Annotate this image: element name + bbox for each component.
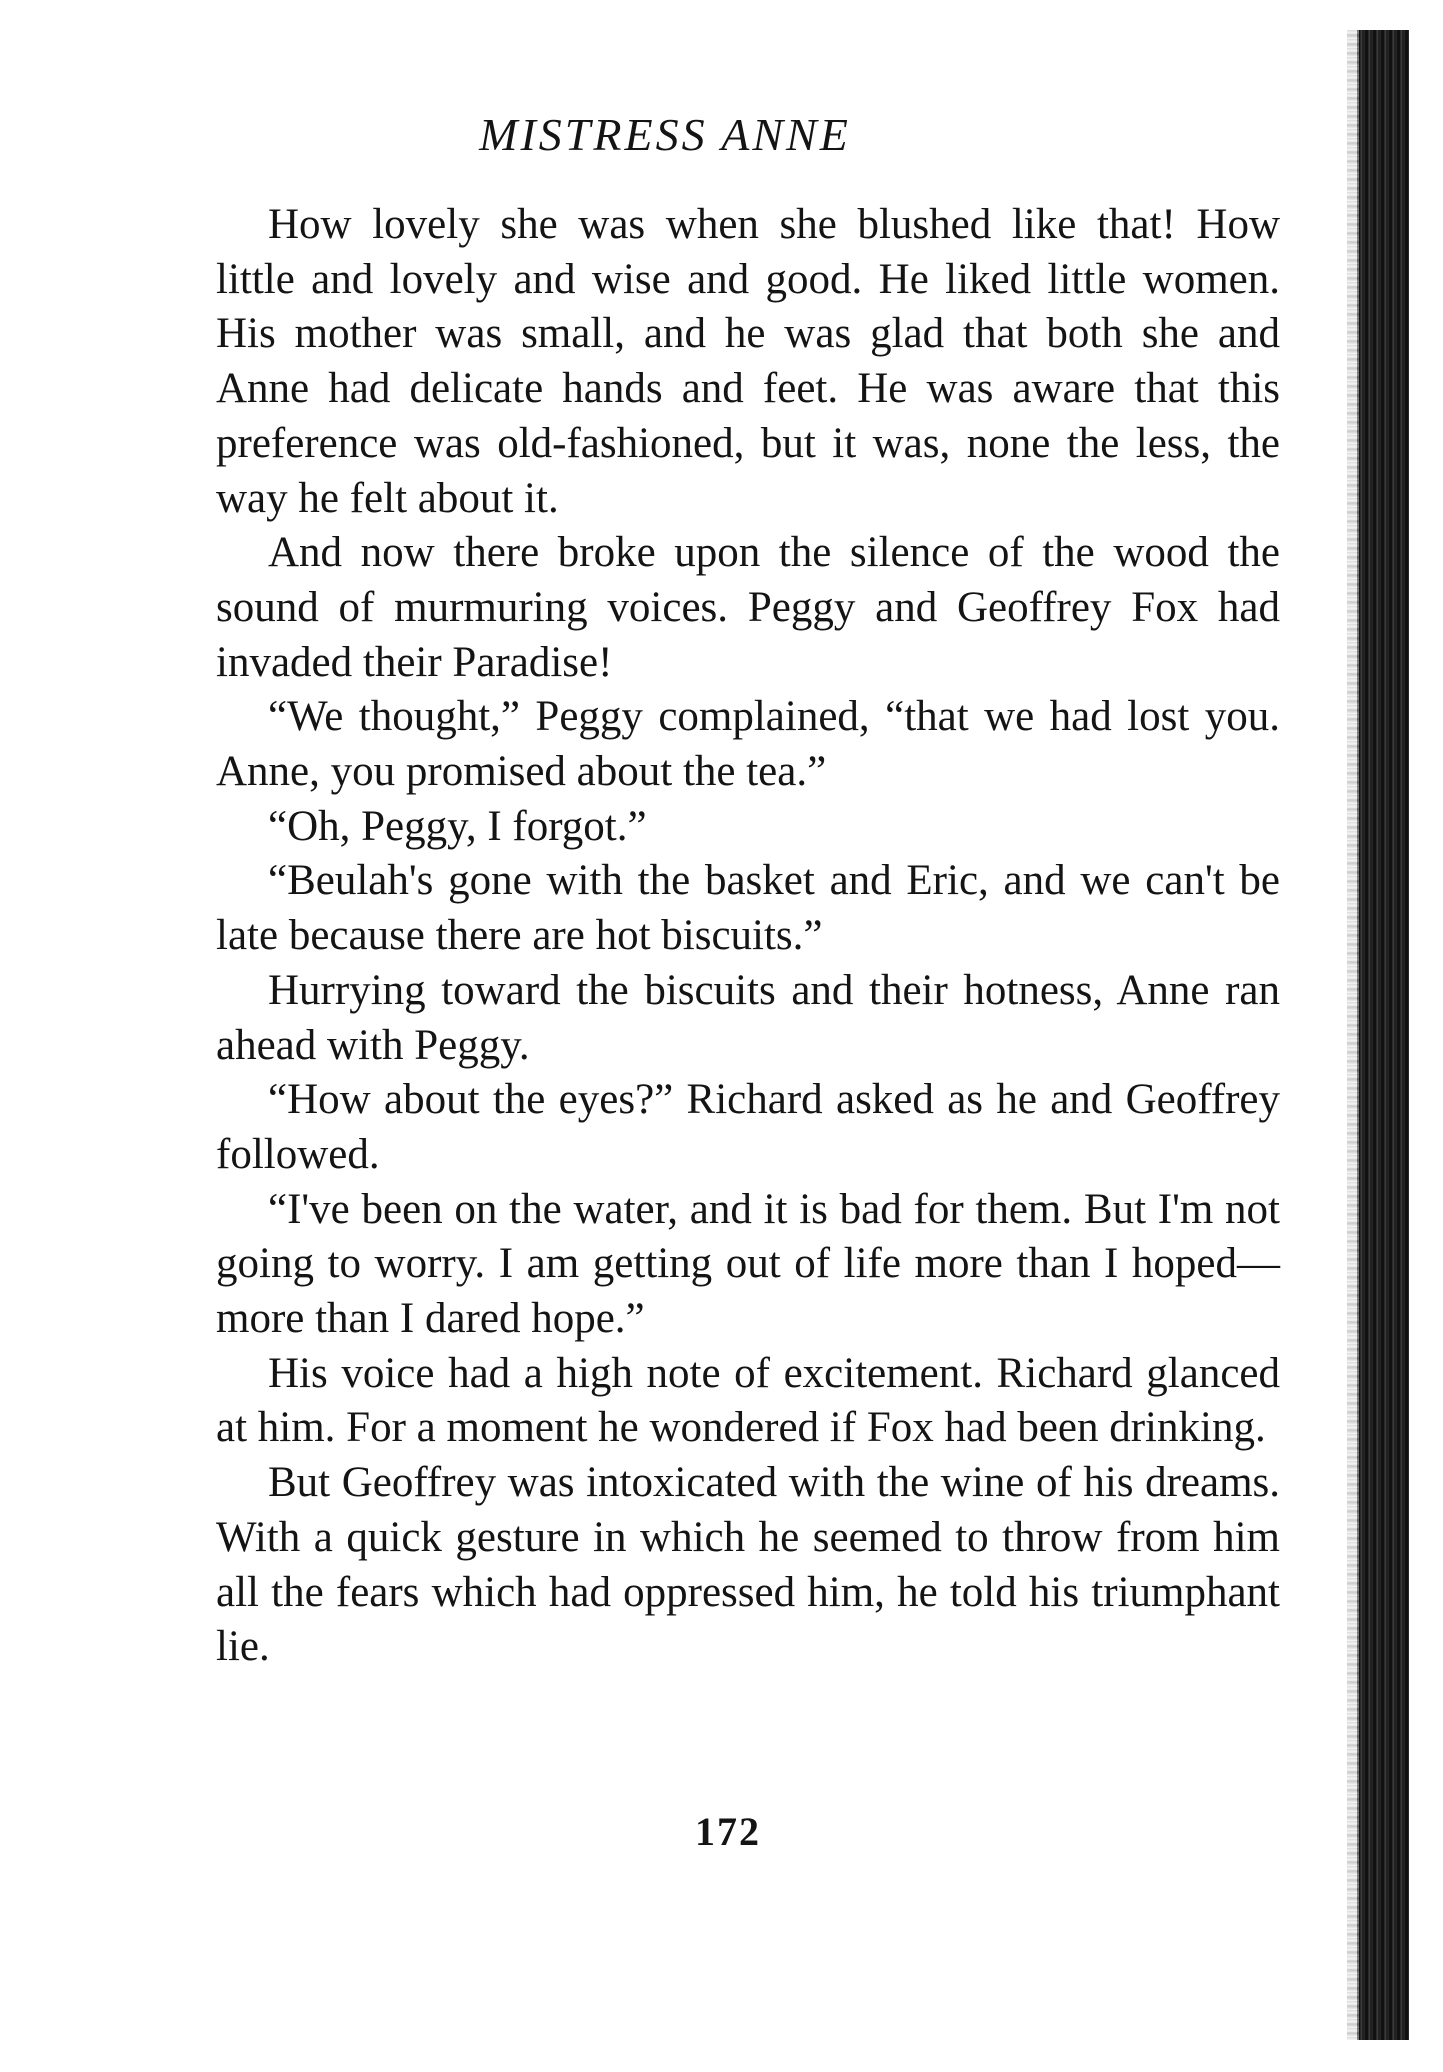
page-edge-shadow bbox=[1357, 30, 1409, 2040]
paragraph: “How about the eyes?” Richard asked as he and Geoffrey followed. bbox=[216, 1076, 1280, 1178]
paragraph: His voice had a high note of excitement. Richard glanced at him. For a moment he wondered if Fox had been drinking. bbox=[216, 1349, 1280, 1452]
paragraph: “Beulah's gone with the basket and Eric, and we can't be late because there are hot biscuits.” bbox=[216, 857, 1280, 960]
paragraph: And now there broke upon the silence of the wood the sound of murmuring voices. Peggy and Geoffrey Fox had invaded their Paradise! bbox=[216, 529, 1280, 686]
page-number: 172 bbox=[695, 1809, 761, 1854]
paragraph: How lovely she was when she blushed like that! How little and lovely and wise and good. He liked little women. His mother was small, and he was glad that both she and Anne had delicate hands and feet. He was aware that this preference was old-fashioned, but it was, none the less, the way he felt about it. bbox=[216, 201, 1280, 522]
paragraph: But Geoffrey was intoxicated with the wine of his dreams. With a quick gesture in which he seemed to throw from him all the fears which had oppressed him, he told his triumphant lie. bbox=[216, 1459, 1280, 1671]
body-text bbox=[216, 198, 1280, 1675]
running-head: MISTRESS ANNE bbox=[479, 109, 851, 160]
paragraph: “Oh, Peggy, I forgot.” bbox=[268, 802, 647, 850]
paragraph: “We thought,” Peggy complained, “that we had lost you. Anne, you promised about the tea.” bbox=[216, 693, 1280, 796]
paragraph: Hurrying toward the biscuits and their hotness, Anne ran ahead with Peggy. bbox=[216, 966, 1280, 1069]
paragraph: “I've been on the water, and it is bad for them. But I'm not going to worry. I am getting out of life more than I hoped—more than I dared hope.” bbox=[216, 1185, 1280, 1343]
